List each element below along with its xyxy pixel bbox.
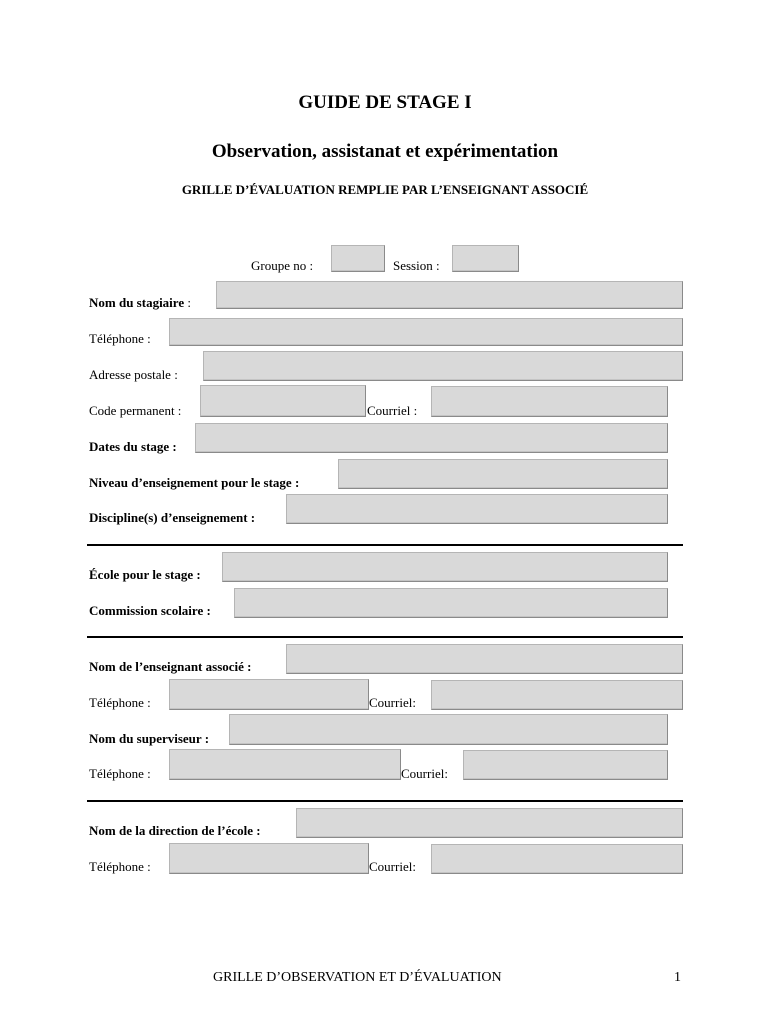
commission-label: Commission scolaire : <box>89 603 211 618</box>
direction-field[interactable] <box>296 808 683 838</box>
direction-label: Nom de la direction de l’école : <box>89 823 261 838</box>
superviseur-label: Nom du superviseur : <box>89 731 210 746</box>
niveau-label: Niveau d’enseignement pour le stage : <box>89 475 300 490</box>
section-divider <box>87 636 683 638</box>
discipline-field[interactable] <box>286 494 668 524</box>
telephone-superviseur-field[interactable] <box>169 749 401 780</box>
code-permanent-field[interactable] <box>200 385 366 417</box>
footer-text: GRILLE D’OBSERVATION ET D’ÉVALUATION <box>213 970 502 985</box>
nom-stagiaire-field[interactable] <box>216 281 683 309</box>
ecole-label: École pour le stage : <box>89 567 201 582</box>
courriel-label: Courriel: <box>369 695 416 710</box>
code-permanent-label: Code permanent : <box>89 403 182 418</box>
adresse-label: Adresse postale : <box>89 367 178 382</box>
telephone-enseignant-field[interactable] <box>169 679 369 710</box>
form-title: GRILLE D’ÉVALUATION REMPLIE PAR L’ENSEIGNANT ASSOCIÉ <box>181 182 589 197</box>
telephone-field[interactable] <box>169 318 683 346</box>
courriel-enseignant-field[interactable] <box>431 680 683 710</box>
courriel-label: Courriel: <box>369 859 416 874</box>
section-divider <box>87 800 683 802</box>
groupe-label: Groupe no : <box>251 258 314 273</box>
dates-label: Dates du stage : <box>89 439 177 454</box>
discipline-label: Discipline(s) d’enseignement : <box>89 510 256 525</box>
niveau-field[interactable] <box>338 459 668 489</box>
courriel-label: Courriel: <box>401 766 448 781</box>
nom-stagiaire-label: Nom du stagiaire : <box>89 295 191 310</box>
page-title: GUIDE DE STAGE I <box>298 92 472 113</box>
courriel-field[interactable] <box>431 386 668 417</box>
session-field[interactable] <box>452 245 519 272</box>
telephone-label: Téléphone : <box>89 331 151 346</box>
dates-field[interactable] <box>195 423 668 453</box>
commission-field[interactable] <box>234 588 668 618</box>
telephone-label: Téléphone : <box>89 695 151 710</box>
telephone-label: Téléphone : <box>89 766 151 781</box>
telephone-label: Téléphone : <box>89 859 151 874</box>
section-divider <box>87 544 683 546</box>
session-label: Session : <box>393 258 440 273</box>
courriel-superviseur-field[interactable] <box>463 750 668 780</box>
superviseur-field[interactable] <box>229 714 668 745</box>
courriel-direction-field[interactable] <box>431 844 683 874</box>
groupe-field[interactable] <box>331 245 385 272</box>
enseignant-field[interactable] <box>286 644 683 674</box>
page-number: 1 <box>674 970 681 985</box>
telephone-direction-field[interactable] <box>169 843 369 874</box>
enseignant-label: Nom de l’enseignant associé : <box>89 659 252 674</box>
ecole-field[interactable] <box>222 552 668 582</box>
adresse-field[interactable] <box>203 351 683 381</box>
page-subtitle: Observation, assistanat et expérimentation <box>211 141 559 162</box>
courriel-label: Courriel : <box>367 403 418 418</box>
